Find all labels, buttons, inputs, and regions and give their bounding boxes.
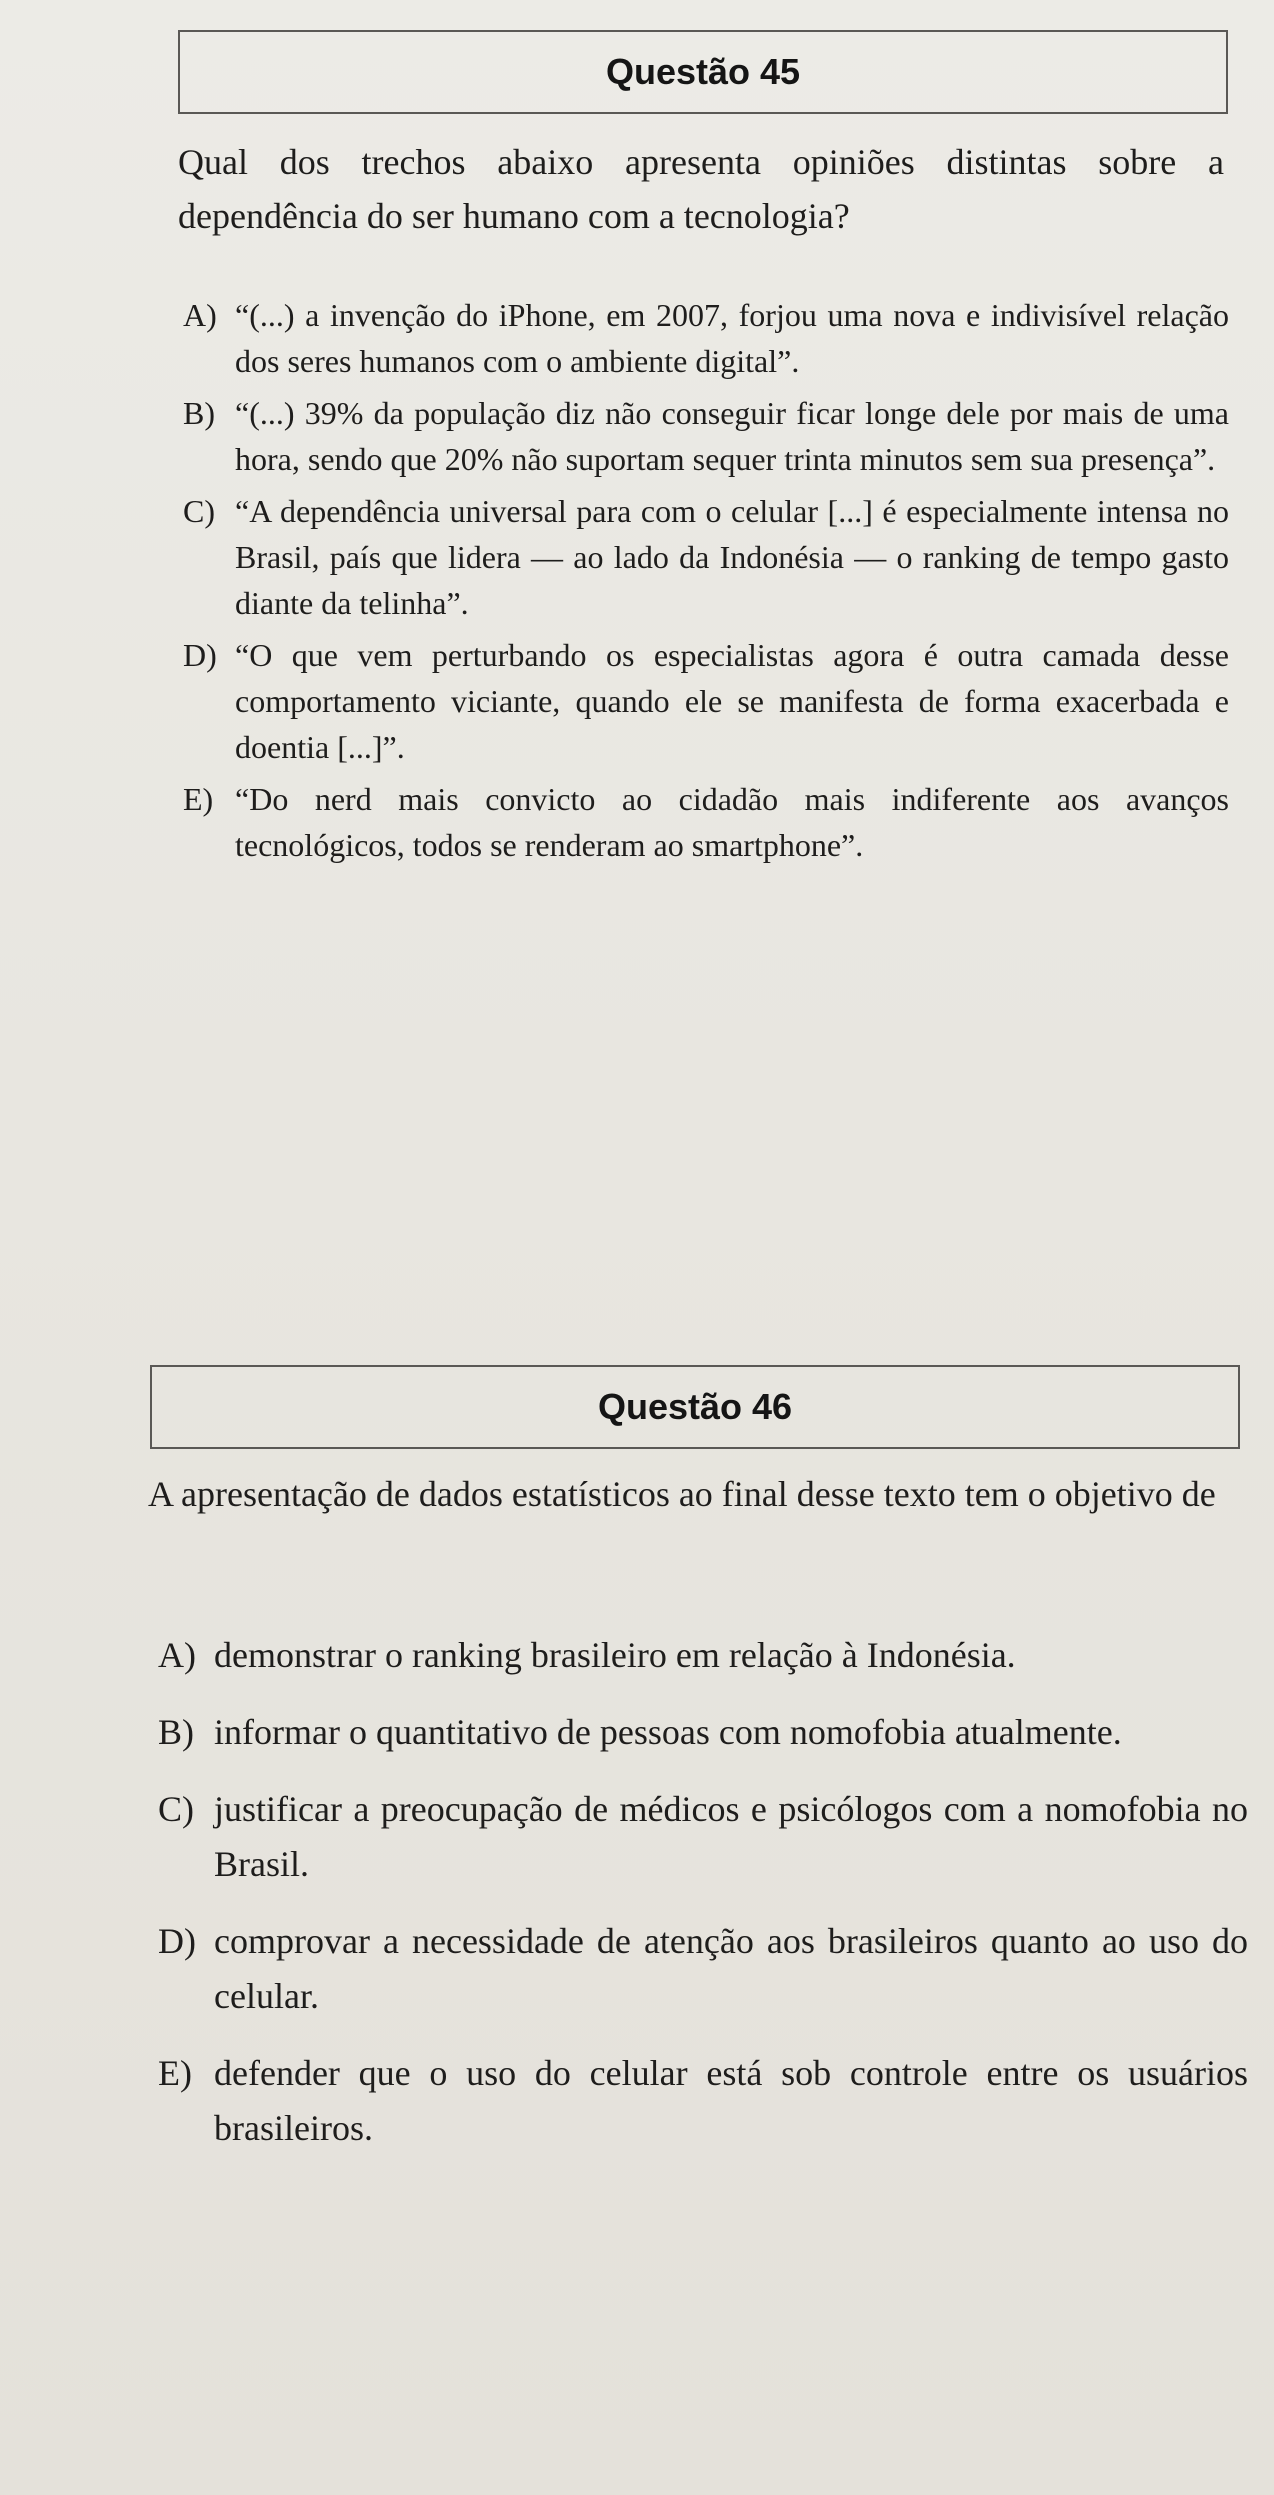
option-45-c[interactable]: [183, 488, 1229, 626]
question-45-statement: Qual dos trechos abaixo apresenta opiniões distintas sobre a dependência do ser humano com a tecnologia?: [178, 142, 1224, 236]
option-text: justificar a preocupação de médicos e psicólogos com a nomofobia no Brasil.: [214, 1789, 1248, 1884]
option-letter: A): [183, 297, 217, 333]
question-46-header: [150, 1365, 1240, 1449]
question-45-options: [183, 292, 1229, 874]
option-letter: D): [183, 637, 217, 673]
question-45-header: [178, 30, 1228, 114]
option-45-e[interactable]: [183, 776, 1229, 868]
option-46-b[interactable]: [158, 1705, 1248, 1760]
option-text: “(...) 39% da população diz não conseguir ficar longe dele por mais de uma hora, sendo que 20% não suportam sequer trinta minutos sem sua presença”.: [235, 395, 1229, 477]
option-letter: C): [183, 493, 215, 529]
option-text: “(...) a invenção do iPhone, em 2007, forjou uma nova e indivisível relação dos seres humanos com o ambiente digital”.: [235, 297, 1229, 379]
option-46-e[interactable]: [158, 2046, 1248, 2156]
option-letter: E): [158, 2053, 192, 2093]
option-letter: A): [158, 1635, 196, 1675]
question-46-title: Questão 46: [597, 1386, 793, 1427]
option-46-d[interactable]: [158, 1914, 1248, 2024]
question-46-options: [158, 1628, 1248, 2178]
option-45-a[interactable]: [183, 292, 1229, 384]
option-text: “O que vem perturbando os especialistas agora é outra camada desse comportamento viciante, quando ele se manifesta de forma exacerbada e doentia [...]”.: [235, 637, 1229, 765]
option-text: informar o quantitativo de pessoas com nomofobia atualmente.: [214, 1712, 1122, 1752]
option-45-b[interactable]: [183, 390, 1229, 482]
option-text: “A dependência universal para com o celular [...] é especialmente intensa no Brasil, país que lidera — ao lado da Indonésia — o ranking de tempo gasto diante da telinha”.: [235, 493, 1229, 621]
option-letter: D): [158, 1921, 196, 1961]
option-letter: B): [183, 395, 215, 431]
option-letter: B): [158, 1712, 194, 1752]
option-text: defender que o uso do celular está sob controle entre os usuários brasileiros.: [214, 2053, 1248, 2148]
question-45-title: Questão 45: [605, 51, 801, 92]
option-letter: E): [183, 781, 214, 817]
option-text: comprovar a necessidade de atenção aos brasileiros quanto ao uso do celular.: [214, 1921, 1248, 2016]
option-45-d[interactable]: [183, 632, 1229, 770]
option-text: “Do nerd mais convicto ao cidadão mais indiferente aos avanços tecnológicos, todos se renderam ao smartphone”.: [235, 781, 1229, 863]
option-46-a[interactable]: [158, 1628, 1248, 1683]
option-text: demonstrar o ranking brasileiro em relação à Indonésia.: [214, 1635, 1016, 1675]
option-46-c[interactable]: [158, 1782, 1248, 1892]
question-46-statement: A apresentação de dados estatísticos ao final desse texto tem o objetivo de: [148, 1474, 1216, 1514]
option-letter: C): [158, 1789, 194, 1829]
